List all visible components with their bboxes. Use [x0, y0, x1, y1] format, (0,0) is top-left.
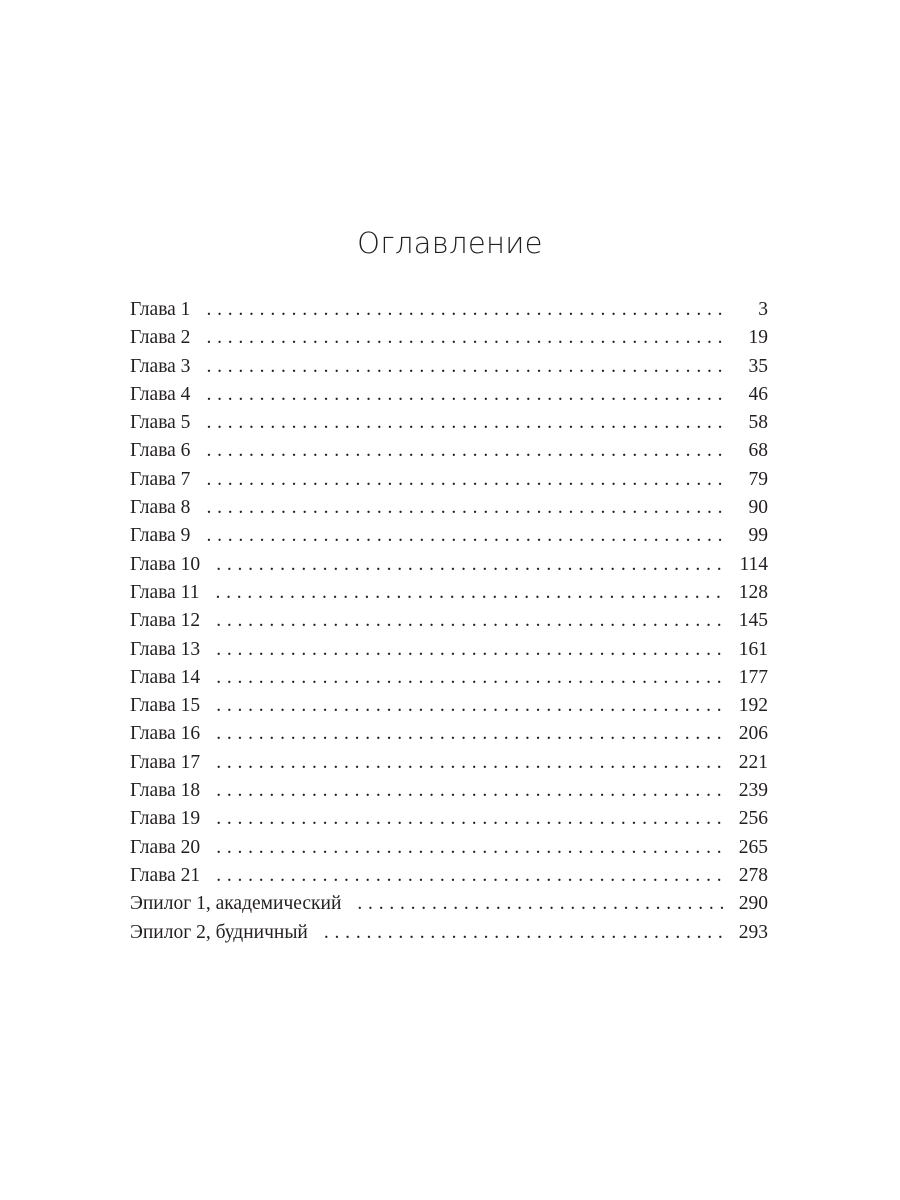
- toc-entry-label: Глава 13: [130, 638, 201, 660]
- toc-entry: [130, 805, 768, 833]
- toc-entry-label: Глава 2: [130, 327, 191, 349]
- toc-entry-label: Глава 4: [130, 383, 191, 405]
- toc-entry-label: Глава 18: [130, 780, 201, 802]
- dot-leader: [216, 862, 728, 890]
- dot-leader: [216, 607, 728, 635]
- toc-entry-page-number: 79: [748, 468, 768, 490]
- dot-leader: [216, 805, 728, 833]
- toc-entry: [130, 353, 768, 381]
- dot-leader: [206, 522, 728, 550]
- dot-leader: [216, 636, 728, 664]
- toc-entry-page-number: 293: [738, 921, 768, 943]
- dot-leader: [216, 777, 728, 805]
- toc-entry: [130, 862, 768, 890]
- toc-entry-page-number: 114: [739, 553, 768, 575]
- dot-leader: [216, 692, 728, 720]
- toc-entry-label: Глава 14: [130, 666, 201, 688]
- dot-leader: [206, 437, 728, 465]
- toc-entry: [130, 409, 768, 437]
- toc-entry: [130, 919, 768, 947]
- dot-leader: [216, 551, 728, 579]
- toc-entry: [130, 466, 768, 494]
- toc-entry-page-number: 221: [738, 751, 768, 773]
- dot-leader: [206, 409, 728, 437]
- toc-entry-page-number: 35: [748, 355, 768, 377]
- dot-leader: [206, 353, 728, 381]
- table-of-contents: [130, 296, 768, 947]
- toc-entry-page-number: 192: [738, 695, 768, 717]
- toc-entry-label: Глава 19: [130, 808, 201, 830]
- toc-entry-page-number: 19: [748, 327, 768, 349]
- dot-leader: [206, 324, 728, 352]
- toc-entry-label: Эпилог 2, будничный: [130, 921, 308, 943]
- toc-entry: [130, 437, 768, 465]
- toc-entry: [130, 890, 768, 918]
- dot-leader: [206, 381, 728, 409]
- toc-entry-page-number: 99: [748, 525, 768, 547]
- toc-entry-page-number: 68: [748, 440, 768, 462]
- toc-entry: [130, 607, 768, 635]
- toc-entry-label: Глава 21: [130, 864, 201, 886]
- toc-entry-label: Глава 10: [130, 553, 201, 575]
- dot-leader: [216, 749, 728, 777]
- toc-entry-page-number: 256: [738, 808, 768, 830]
- toc-entry: [130, 296, 768, 324]
- toc-entry-label: Глава 9: [130, 525, 191, 547]
- toc-entry-page-number: 206: [738, 723, 768, 745]
- dot-leader: [206, 466, 728, 494]
- toc-entry-page-number: 177: [738, 666, 768, 688]
- toc-entry-page-number: 278: [738, 864, 768, 886]
- toc-entry: [130, 692, 768, 720]
- toc-entry: [130, 522, 768, 550]
- toc-entry-page-number: 239: [738, 780, 768, 802]
- toc-entry-label: Эпилог 1, академический: [130, 893, 342, 915]
- toc-entry: [130, 551, 768, 579]
- toc-entry-page-number: 145: [738, 610, 768, 632]
- toc-entry-page-number: 90: [748, 497, 768, 519]
- toc-entry-page-number: 161: [738, 638, 768, 660]
- toc-entry-label: Глава 5: [130, 412, 191, 434]
- toc-entry: [130, 636, 768, 664]
- toc-entry-label: Глава 7: [130, 468, 191, 490]
- toc-entry-page-number: 46: [748, 383, 768, 405]
- toc-entry: [130, 381, 768, 409]
- dot-leader: [324, 919, 728, 947]
- toc-entry-label: Глава 6: [130, 440, 191, 462]
- dot-leader: [216, 834, 728, 862]
- dot-leader: [206, 494, 728, 522]
- toc-entry-label: Глава 20: [130, 836, 201, 858]
- toc-entry-label: Глава 1: [130, 299, 191, 320]
- toc-entry-label: Глава 8: [130, 497, 191, 519]
- toc-entry: [130, 664, 768, 692]
- toc-entry-page-number: 265: [738, 836, 768, 858]
- toc-entry-label: Глава 11: [130, 581, 200, 603]
- toc-entry-label: Глава 12: [130, 610, 201, 632]
- toc-entry: [130, 579, 768, 607]
- dot-leader: [216, 664, 728, 692]
- toc-entry: [130, 720, 768, 748]
- toc-entry: [130, 494, 768, 522]
- toc-entry-page-number: 3: [758, 299, 768, 320]
- toc-entry: [130, 834, 768, 862]
- page-title: Оглавление: [357, 226, 543, 260]
- toc-entry-label: Глава 3: [130, 355, 191, 377]
- dot-leader: [216, 720, 728, 748]
- dot-leader: [357, 890, 728, 918]
- toc-entry-page-number: 128: [738, 581, 768, 603]
- toc-entry-label: Глава 15: [130, 695, 201, 717]
- dot-leader: [215, 579, 728, 607]
- dot-leader: [206, 296, 728, 324]
- toc-entry-label: Глава 17: [130, 751, 201, 773]
- toc-entry: [130, 749, 768, 777]
- toc-entry-page-number: 58: [748, 412, 768, 434]
- toc-entry-page-number: 290: [738, 893, 768, 915]
- toc-entry-label: Глава 16: [130, 723, 201, 745]
- toc-entry: [130, 777, 768, 805]
- toc-entry: [130, 324, 768, 352]
